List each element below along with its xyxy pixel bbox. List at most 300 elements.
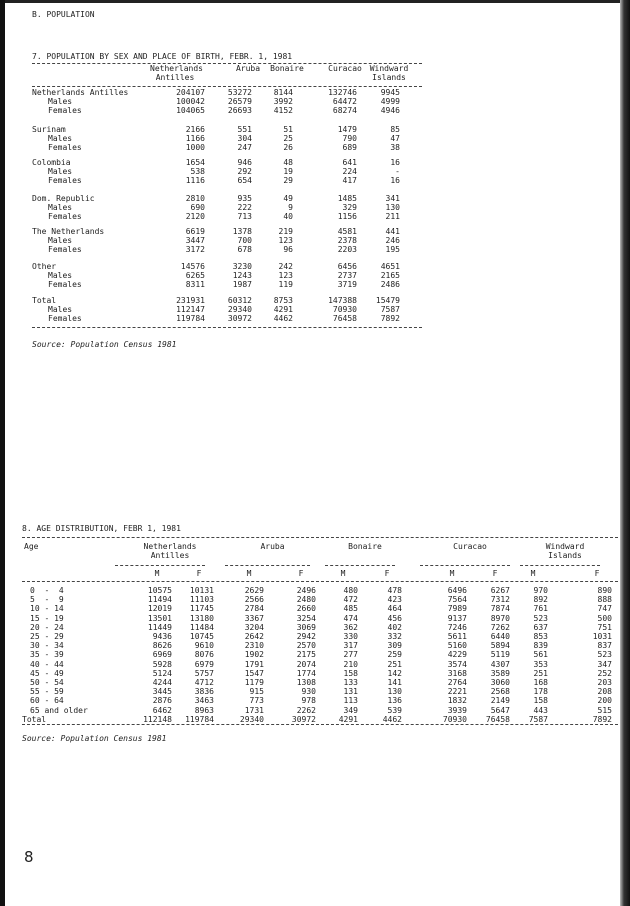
table-cell: 7564 (447, 595, 467, 605)
table-cell: 551 (237, 125, 252, 134)
sub-header: M (449, 569, 455, 578)
table-cell: 472 (343, 595, 358, 605)
table-cell: 2784 (244, 604, 264, 614)
table-cell: 76458 (485, 714, 510, 724)
table-cell: 1031 (592, 632, 612, 641)
table-cell: 5611 (447, 632, 467, 641)
table-cell: 4307 (490, 659, 510, 669)
table-cell: 96 (283, 245, 293, 254)
table-cell: 332 (387, 632, 402, 641)
table-cell: 304 (237, 134, 252, 143)
table-cell: 130 (387, 687, 402, 697)
table-cell: 48 (283, 158, 293, 167)
dashed-rule (22, 724, 618, 725)
table-cell: 5894 (490, 641, 510, 651)
table-cell: 1902 (244, 650, 264, 660)
table-cell: 195 (385, 245, 400, 254)
table7-title: 7. POPULATION BY SEX AND PLACE OF BIRTH, FEBR. 1, 1981 (32, 52, 293, 61)
column-header: Antilles (155, 73, 195, 82)
column-header: Windward (369, 64, 409, 73)
table-cell: 158 (343, 668, 358, 678)
table-cell: 7246 (447, 622, 467, 632)
column-header: Netherlands (150, 64, 203, 73)
table-cell: 11103 (189, 595, 214, 605)
table8-source: Source: Population Census 1981 (22, 734, 167, 743)
table-cell: 2737 (337, 271, 357, 280)
dashed-rule (325, 565, 395, 566)
table-cell: 70930 (442, 714, 467, 724)
table8-title: 8. AGE DISTRIBUTION, FEBR 1, 1981 (22, 524, 181, 533)
table-cell: 7874 (490, 604, 510, 614)
table-cell: 7892 (380, 314, 400, 323)
table-cell: 478 (387, 586, 402, 595)
table-cell: 8076 (194, 650, 214, 660)
table-cell: 353 (533, 659, 548, 669)
table-cell: 5124 (152, 668, 172, 678)
table-cell: 1378 (232, 227, 252, 236)
column-header: Aruba (235, 64, 261, 73)
row-label: Males (48, 236, 73, 245)
table-cell: 16 (390, 158, 400, 167)
row-label: Males (48, 134, 73, 143)
table-cell: 4651 (380, 262, 400, 271)
table-cell: 11449 (147, 622, 172, 632)
table-cell: 4229 (447, 650, 467, 660)
table-cell: 8311 (185, 280, 205, 289)
dashed-rule (115, 565, 205, 566)
table-cell: 251 (387, 659, 402, 669)
table-cell: 1156 (337, 212, 357, 221)
sub-header: F (594, 569, 600, 578)
table-cell: 4581 (337, 227, 357, 236)
table-cell: 500 (597, 613, 612, 623)
row-group-label: Colombia (32, 158, 71, 167)
sub-header: F (384, 569, 390, 578)
table-cell: 12019 (147, 604, 172, 614)
row-label: Females (48, 212, 82, 221)
dashed-rule (32, 327, 422, 328)
table-cell: 76458 (332, 314, 357, 323)
column-group-header: Islands (548, 551, 582, 560)
scan-edge-left (0, 0, 5, 906)
table-cell: 3204 (244, 622, 264, 632)
table-cell: 11484 (189, 622, 214, 632)
table-cell: 2764 (447, 678, 467, 687)
row-label: Females (48, 245, 82, 254)
row-label: Males (48, 305, 73, 314)
table-cell: 6265 (185, 271, 205, 280)
row-group-label: The Netherlands (32, 227, 105, 236)
age-label: 30 - 34 (30, 641, 64, 651)
table-cell: 6267 (490, 586, 510, 595)
table-cell: 85 (390, 125, 400, 134)
table-cell: 3836 (194, 687, 214, 697)
table-cell: 362 (343, 622, 358, 632)
table-cell: 480 (343, 586, 358, 595)
table-cell: 7312 (490, 595, 510, 605)
table-cell: 9 (288, 203, 293, 212)
table-cell: 49 (283, 194, 293, 203)
column-header: Islands (372, 73, 406, 82)
table-cell: 1000 (185, 143, 205, 152)
table-cell: 3168 (447, 668, 467, 678)
table-cell: 4462 (273, 314, 293, 323)
table-cell: 2149 (490, 696, 510, 706)
table-cell: 9945 (380, 88, 400, 97)
age-label: 0 - 4 (30, 586, 64, 595)
age-label: Total (22, 714, 47, 724)
table-cell: 1179 (244, 678, 264, 687)
table-cell: 2496 (296, 586, 316, 595)
table-cell: 6462 (152, 705, 172, 715)
table-cell: 246 (385, 236, 400, 245)
row-label: Males (48, 167, 73, 176)
table-cell: 1832 (447, 696, 467, 706)
row-group-label: Other (32, 262, 57, 271)
table-cell: 561 (533, 650, 548, 660)
age-label: 65 and older (30, 705, 88, 715)
table-cell: 9137 (447, 613, 467, 623)
age-label: 55 - 59 (30, 687, 64, 697)
age-label: 40 - 44 (30, 659, 64, 669)
table-cell: 441 (385, 227, 400, 236)
age-header: Age (24, 542, 39, 551)
table-cell: 5928 (152, 659, 172, 669)
row-label: Females (48, 106, 82, 115)
dashed-rule (32, 86, 422, 87)
table-cell: 142 (387, 668, 402, 678)
table-cell: 10745 (189, 632, 214, 641)
row-label: Males (48, 271, 73, 280)
table-cell: 853 (533, 632, 548, 641)
sub-header: M (530, 569, 536, 578)
table-cell: 3589 (490, 668, 510, 678)
row-label: Females (48, 314, 82, 323)
table-cell: 7989 (447, 604, 467, 614)
table-cell: 2570 (296, 641, 316, 651)
table-cell: 3992 (273, 97, 293, 106)
table-cell: 6456 (337, 262, 357, 271)
table-cell: 131 (343, 687, 358, 697)
table-cell: 8970 (490, 613, 510, 623)
table-cell: 158 (533, 696, 548, 706)
table-cell: 2942 (296, 632, 316, 641)
table-cell: 641 (342, 158, 357, 167)
table-cell: 9610 (194, 641, 214, 651)
table-cell: 329 (342, 203, 357, 212)
column-group-header: Antilles (150, 551, 190, 560)
table-cell: 3574 (447, 659, 467, 669)
table-cell: 2203 (337, 245, 357, 254)
table-cell: 29340 (227, 305, 252, 314)
table-cell: 2074 (296, 659, 316, 669)
table-cell: 2660 (296, 604, 316, 614)
table-cell: 5757 (194, 668, 214, 678)
row-label: Males (48, 97, 73, 106)
age-label: 10 - 14 (30, 604, 64, 614)
sub-header: F (492, 569, 498, 578)
table-cell: 2642 (244, 632, 264, 641)
table-cell: 637 (533, 622, 548, 632)
table-cell: 210 (343, 659, 358, 669)
table-cell: 464 (387, 604, 402, 614)
scan-edge-top (0, 0, 630, 3)
table-cell: 2175 (296, 650, 316, 660)
table-cell: 26693 (227, 106, 252, 115)
table-cell: 523 (597, 650, 612, 660)
table-cell: 252 (597, 668, 612, 678)
table-cell: 60312 (227, 296, 252, 305)
table-cell: - (395, 167, 400, 176)
table-cell: 8144 (273, 88, 293, 97)
table-cell: 915 (249, 687, 264, 697)
table7-source: Source: Population Census 1981 (32, 340, 177, 349)
table-cell: 761 (533, 604, 548, 614)
table-cell: 15479 (375, 296, 400, 305)
table-cell: 654 (237, 176, 252, 185)
table-cell: 231931 (176, 296, 205, 305)
table-cell: 2486 (380, 280, 400, 289)
table-cell: 211 (385, 212, 400, 221)
table-cell: 29340 (239, 714, 264, 724)
table-cell: 119 (278, 280, 293, 289)
table-cell: 1731 (244, 705, 264, 715)
dashed-rule (520, 565, 600, 566)
table-cell: 292 (237, 167, 252, 176)
table-cell: 4244 (152, 678, 172, 687)
table-cell: 112147 (176, 305, 205, 314)
table-cell: 13501 (147, 613, 172, 623)
table-cell: 2221 (447, 687, 467, 697)
table-cell: 3060 (490, 678, 510, 687)
table-cell: 341 (385, 194, 400, 203)
table-cell: 1547 (244, 668, 264, 678)
table-cell: 678 (237, 245, 252, 254)
table-cell: 2480 (296, 595, 316, 605)
table-cell: 16 (390, 176, 400, 185)
table-cell: 130 (385, 203, 400, 212)
table-cell: 2166 (185, 125, 205, 134)
column-group-header: Curacao (453, 542, 487, 551)
table-cell: 3463 (194, 696, 214, 706)
table-cell: 242 (278, 262, 293, 271)
table-cell: 8963 (194, 705, 214, 715)
dashed-rule (420, 565, 510, 566)
table-cell: 1485 (337, 194, 357, 203)
table-cell: 349 (343, 705, 358, 715)
table-cell: 112148 (143, 714, 172, 724)
table-cell: 203 (597, 678, 612, 687)
table-cell: 2120 (185, 212, 205, 221)
section-heading: B. POPULATION (32, 10, 95, 19)
sub-header: F (196, 569, 202, 578)
column-header: Bonaire (270, 64, 304, 73)
age-label: 20 - 24 (30, 622, 64, 632)
table-cell: 7587 (528, 714, 548, 724)
table-cell: 133 (343, 678, 358, 687)
column-group-header: Aruba (260, 542, 285, 551)
table-cell: 13180 (189, 613, 214, 623)
table-cell: 6496 (447, 586, 467, 595)
table-cell: 1166 (185, 134, 205, 143)
table-cell: 9436 (152, 632, 172, 641)
row-label: Females (48, 176, 82, 185)
table-cell: 2876 (152, 696, 172, 706)
table-cell: 5160 (447, 641, 467, 651)
table-cell: 1654 (185, 158, 205, 167)
table-cell: 30972 (291, 714, 316, 724)
table-cell: 3230 (232, 262, 252, 271)
table-cell: 1791 (244, 659, 264, 669)
table-cell: 4291 (338, 714, 358, 724)
table-cell: 224 (342, 167, 357, 176)
table-cell: 946 (237, 158, 252, 167)
table-cell: 8626 (152, 641, 172, 651)
table-cell: 970 (533, 586, 548, 595)
table-cell: 10575 (147, 586, 172, 595)
table-cell: 247 (237, 143, 252, 152)
sub-header: F (298, 569, 304, 578)
table-cell: 978 (301, 696, 316, 706)
table-cell: 6979 (194, 659, 214, 669)
table-cell: 3367 (244, 613, 264, 623)
table-cell: 1774 (296, 668, 316, 678)
column-group-header: Netherlands (143, 542, 197, 551)
table-cell: 3445 (152, 687, 172, 697)
sub-header: M (154, 569, 160, 578)
age-label: 60 - 64 (30, 696, 64, 706)
table-cell: 773 (249, 696, 264, 706)
table-cell: 790 (342, 134, 357, 143)
table-cell: 40 (283, 212, 293, 221)
table-cell: 347 (597, 659, 612, 669)
row-label: Females (48, 280, 82, 289)
table-cell: 168 (533, 678, 548, 687)
table-cell: 10131 (189, 586, 214, 595)
table-cell: 251 (533, 668, 548, 678)
table-cell: 4999 (380, 97, 400, 106)
age-label: 35 - 39 (30, 650, 64, 660)
table-cell: 2378 (337, 236, 357, 245)
row-label: Females (48, 143, 82, 152)
row-group-label: Dom. Republic (32, 194, 95, 203)
age-label: 15 - 19 (30, 613, 64, 623)
table-cell: 204107 (176, 88, 205, 97)
table-cell: 51 (283, 125, 293, 134)
age-label: 5 - 9 (30, 595, 64, 605)
table-cell: 6619 (185, 227, 205, 236)
table-cell: 317 (343, 641, 358, 651)
table-cell: 6969 (152, 650, 172, 660)
age-label: 25 - 29 (30, 632, 64, 641)
table-cell: 14576 (180, 262, 205, 271)
table-cell: 132746 (328, 88, 357, 97)
table-cell: 1243 (232, 271, 252, 280)
table-cell: 700 (237, 236, 252, 245)
table-cell: 690 (190, 203, 205, 212)
table-cell: 474 (343, 613, 358, 623)
table-cell: 147388 (328, 296, 357, 305)
table-cell: 47 (390, 134, 400, 143)
table-cell: 3447 (185, 236, 205, 245)
table-cell: 456 (387, 613, 402, 623)
table-cell: 5647 (490, 705, 510, 715)
table-cell: 119784 (176, 314, 205, 323)
table-cell: 7892 (592, 714, 612, 724)
column-group-header: Bonaire (348, 542, 382, 551)
table-cell: 309 (387, 641, 402, 651)
table-cell: 3719 (337, 280, 357, 289)
table-cell: 277 (343, 650, 358, 660)
table-cell: 141 (387, 678, 402, 687)
table-cell: 330 (343, 632, 358, 641)
table-cell: 29 (283, 176, 293, 185)
table-cell: 178 (533, 687, 548, 697)
table-cell: 53272 (227, 88, 252, 97)
table-cell: 219 (278, 227, 293, 236)
table-cell: 2629 (244, 586, 264, 595)
table-cell: 2566 (244, 595, 264, 605)
table-cell: 689 (342, 143, 357, 152)
table-cell: 38 (390, 143, 400, 152)
table-cell: 837 (597, 641, 612, 651)
dashed-rule (225, 565, 310, 566)
table-cell: 423 (387, 595, 402, 605)
table-cell: 888 (597, 595, 612, 605)
table-cell: 1987 (232, 280, 252, 289)
table-cell: 70930 (332, 305, 357, 314)
table-cell: 3939 (447, 705, 467, 715)
table-cell: 2262 (296, 705, 316, 715)
table-cell: 515 (597, 705, 612, 715)
table-cell: 5119 (490, 650, 510, 660)
table-cell: 1116 (185, 176, 205, 185)
age-label: 45 - 49 (30, 668, 64, 678)
table-cell: 4946 (380, 106, 400, 115)
sub-header: M (340, 569, 346, 578)
table-cell: 25 (283, 134, 293, 143)
table-cell: 3069 (296, 622, 316, 632)
table-cell: 892 (533, 595, 548, 605)
table-cell: 19 (283, 167, 293, 176)
table-cell: 7587 (380, 305, 400, 314)
page-number: 8 (24, 848, 34, 866)
table-cell: 30972 (227, 314, 252, 323)
table-cell: 119784 (185, 714, 214, 724)
table-cell: 4712 (194, 678, 214, 687)
age-label: 50 - 54 (30, 678, 64, 687)
table-cell: 6440 (490, 632, 510, 641)
table-cell: 26 (283, 143, 293, 152)
table-cell: 538 (190, 167, 205, 176)
table-cell: 935 (237, 194, 252, 203)
table-cell: 402 (387, 622, 402, 632)
table-cell: 123 (278, 236, 293, 245)
table-cell: 104065 (176, 106, 205, 115)
table-cell: 3254 (296, 613, 316, 623)
table-cell: 64472 (332, 97, 357, 106)
table-cell: 4291 (273, 305, 293, 314)
table-cell: 2568 (490, 687, 510, 697)
table-cell: 2810 (185, 194, 205, 203)
table-cell: 113 (343, 696, 358, 706)
column-group-header: Windward (545, 542, 585, 551)
table-cell: 930 (301, 687, 316, 697)
table-cell: 3172 (185, 245, 205, 254)
table-cell: 713 (237, 212, 252, 221)
table-cell: 11494 (147, 595, 172, 605)
table-cell: 4462 (382, 714, 402, 724)
